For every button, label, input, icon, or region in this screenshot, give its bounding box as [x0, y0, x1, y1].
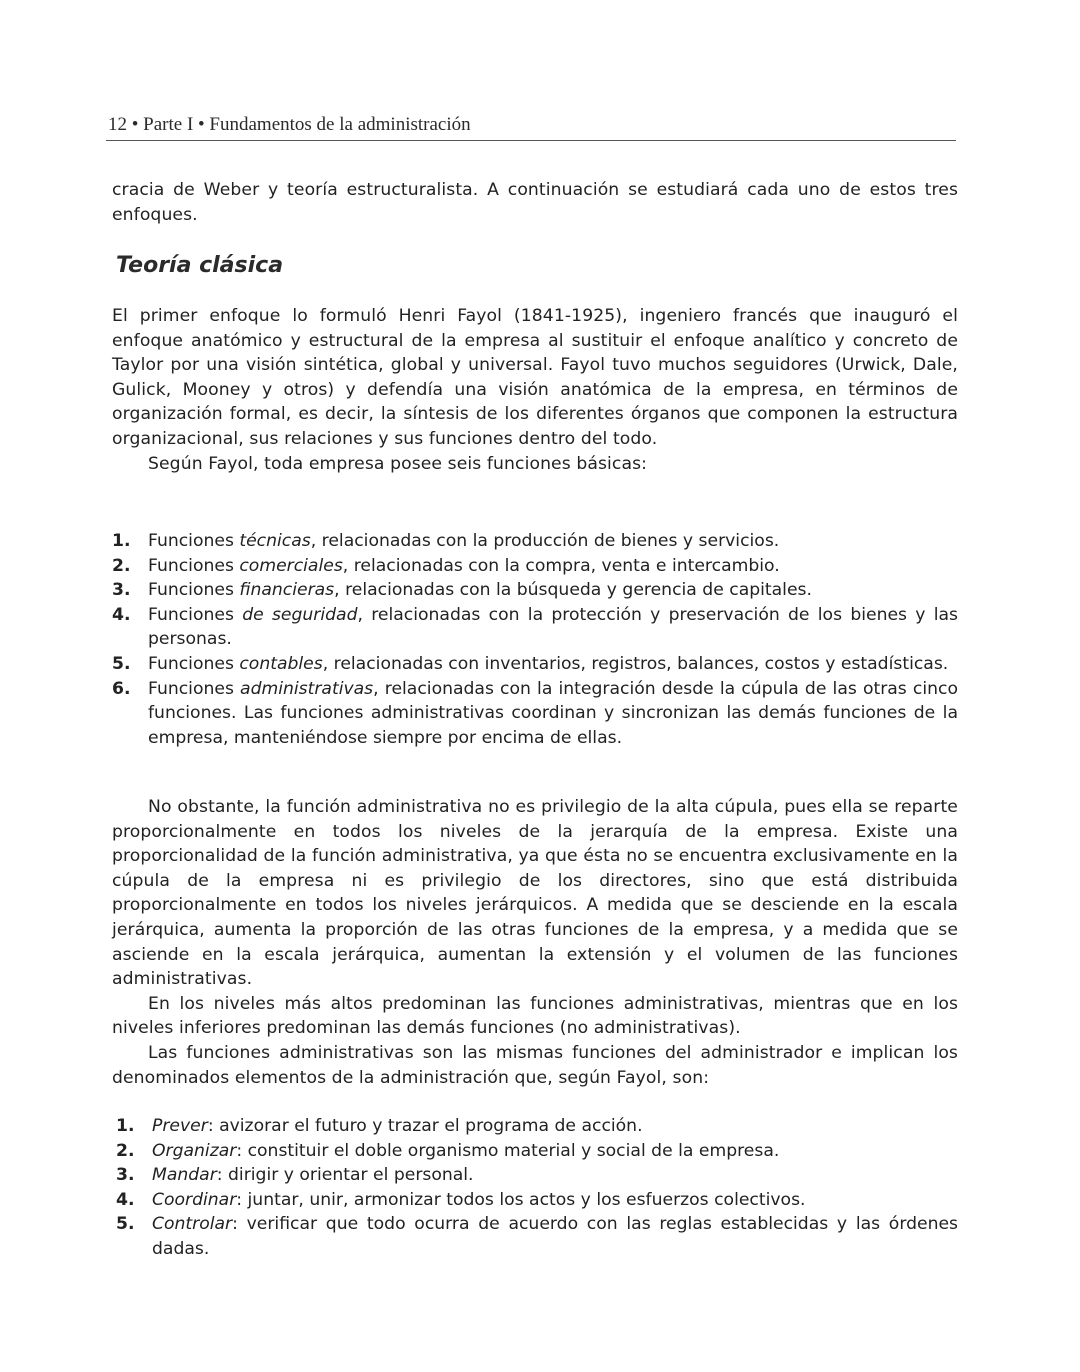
- functions-list: [112, 529, 958, 750]
- item-term: financieras: [239, 580, 335, 601]
- paragraph-levels: En los niveles más altos predominan las funciones administrativas, mientras que en los niveles inferiores predominan las demás funciones (no administrativas).: [112, 993, 958, 1039]
- paragraph-six-functions: Según Fayol, toda empresa posee seis funciones básicas:: [148, 453, 648, 474]
- fayol-paragraph-block: [112, 304, 958, 476]
- list-item: [112, 1163, 958, 1188]
- item-text: : verificar que todo ocurra de acuerdo con las reglas establecidas y las órdenes dadas.: [152, 1214, 958, 1259]
- item-lead: Funciones: [148, 531, 240, 551]
- list-number: 4.: [112, 604, 131, 625]
- list-item: [112, 603, 958, 652]
- list-number: 1.: [116, 1116, 135, 1136]
- list-number: 2.: [112, 555, 131, 576]
- item-term: Coordinar: [152, 1189, 237, 1210]
- list-number: 5.: [116, 1214, 135, 1235]
- list-item: [112, 578, 958, 603]
- list-number: 2.: [116, 1140, 135, 1161]
- paragraph-fayol-intro: El primer enfoque lo formuló Henri Fayol (1841-1925), ingeniero francés que inauguró el enfoque anatómico y estructural de la empresa al sustituir el enfoque analítico y concreto de Taylor por una visión sintética, global y universal. Fayol tuvo muchos seguidores (Urwick, Dale, Gulick, Mooney y otros) y defendía una visión anatómica de la empresa, en términos de organización formal, es decir, la síntesis de los diferentes órganos que componen la estructura organizacional, sus relaciones y sus funciones dentro del todo.: [112, 306, 958, 449]
- intro-paragraph: [112, 178, 958, 227]
- item-text: , relacionadas con la producción de bienes y servicios.: [310, 531, 780, 551]
- item-lead: Funciones: [148, 555, 240, 576]
- item-term: técnicas: [239, 531, 311, 551]
- item-lead: Funciones: [148, 604, 243, 625]
- item-term: Mandar: [152, 1165, 217, 1186]
- item-text: : avizorar el futuro y trazar el programa de acción.: [207, 1116, 643, 1136]
- item-text: , relacionadas con la integración desde la cúpula de las otras cinco funciones. Las funciones administrativas coordinan y sincronizan las demás funciones de la empresa, manteniéndose siempre por encima de ellas.: [148, 678, 958, 748]
- item-text: : juntar, unir, armonizar todos los actos y los esfuerzos colectivos.: [236, 1189, 806, 1210]
- item-term: comerciales: [239, 555, 343, 576]
- item-lead: Funciones: [148, 580, 240, 601]
- paragraph-elements-intro: Las funciones administrativas son las mismas funciones del administrador e implican los denominados elementos de la administración que, según Fayol, son:: [112, 1042, 958, 1088]
- intro-text: cracia de Weber y teoría estructuralista. A continuación se estudiará cada uno de estos tres enfoques.: [112, 180, 958, 225]
- list-number: 3.: [112, 580, 131, 601]
- elements-list: [112, 1114, 958, 1262]
- item-term: Prever: [152, 1116, 208, 1136]
- list-item: [112, 1188, 958, 1213]
- list-item: [112, 529, 958, 554]
- header-rule: [106, 140, 956, 141]
- list-item: [112, 1114, 958, 1139]
- item-term: contables: [239, 653, 323, 674]
- item-text: , relacionadas con la protección y preservación de los bienes y las personas.: [148, 604, 958, 650]
- item-text: , relacionadas con la búsqueda y gerencia de capitales.: [334, 580, 812, 601]
- list-number: 3.: [116, 1165, 135, 1186]
- item-text: : dirigir y orientar el personal.: [216, 1165, 474, 1186]
- item-term: administrativas: [240, 678, 374, 699]
- item-lead: Funciones: [148, 653, 240, 674]
- item-text: , relacionadas con la compra, venta e intercambio.: [342, 555, 780, 576]
- item-term: de seguridad: [242, 604, 358, 625]
- list-number: 5.: [112, 653, 131, 674]
- running-head: 12 • Parte I • Fundamentos de la administración: [108, 114, 471, 135]
- list-number: 1.: [112, 531, 131, 551]
- item-text: : constituir el doble organismo material y social de la empresa.: [236, 1140, 780, 1161]
- paragraph-proportionality: No obstante, la función administrativa no es privilegio de la alta cúpula, pues ella se reparte proporcionalmente en todos los niveles de la jerarquía de la empresa. Existe una proporcionalidad de la función administrativa, ya que ésta no se encuentra exclusivamente en la cúpula de la empresa ni es privilegio de los directores, sino que está distribuida proporcionalmente en todos los niveles jerárquicos. A medida que se desciende en la escala jerárquica, aumenta la proporción de las otras funciones de la empresa, y a medida que se asciende en la escala jerárquica, aumentan la extensión y el volumen de las funciones administrativas.: [112, 797, 958, 990]
- list-item: [112, 652, 958, 677]
- administrative-paragraph-block: [112, 795, 958, 1090]
- item-text: , relacionadas con inventarios, registros, balances, costos y estadísticas.: [322, 653, 949, 674]
- item-term: Controlar: [152, 1214, 233, 1235]
- list-item: [112, 1139, 958, 1164]
- list-number: 6.: [112, 678, 131, 699]
- item-lead: Funciones: [148, 678, 241, 699]
- item-term: Organizar: [152, 1140, 237, 1161]
- list-item: [112, 677, 958, 751]
- list-item: [112, 554, 958, 579]
- list-number: 4.: [116, 1189, 135, 1210]
- list-item: [112, 1212, 958, 1261]
- section-title: Teoría clásica: [116, 253, 284, 278]
